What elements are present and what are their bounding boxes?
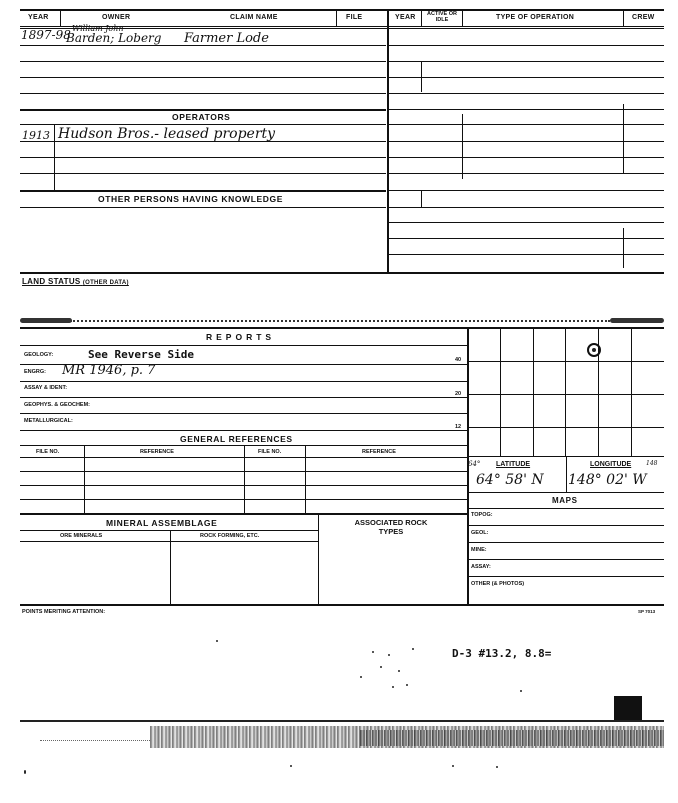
form-code: SP 7013	[638, 609, 656, 614]
rock-forming-header: ROCK FORMING, ETC.	[200, 533, 260, 539]
operator-row-year: 1913	[22, 129, 50, 142]
operator-row-text: Hudson Bros.- leased property	[58, 126, 276, 142]
operations-type-header: TYPE OF OPERATION	[496, 14, 575, 21]
ref-reference-header-2: REFERENCE	[362, 449, 396, 455]
engrg-label: ENGRG:	[24, 369, 46, 375]
operations-year-header: YEAR	[395, 14, 416, 21]
ore-minerals-header: ORE MINERALS	[60, 533, 103, 539]
claim-row-name: Farmer Lode	[184, 31, 269, 46]
claim-row-owner: Barden; Loberg	[66, 31, 162, 45]
longitude-value: 148° 02' W	[568, 472, 647, 488]
land-status-label: LAND STATUS	[22, 277, 81, 286]
engrg-value: MR 1946, p. 7	[62, 363, 156, 378]
latitude-value: 64° 58' N	[476, 472, 544, 488]
longitude-label: LONGITUDE	[590, 461, 632, 468]
assay-label: ASSAY & IDENT:	[24, 385, 68, 391]
associated-rock-types: ASSOCIATED ROCK TYPES	[354, 518, 428, 536]
other-persons-title: OTHER PERSONS HAVING KNOWLEDGE	[98, 194, 284, 204]
latitude-label: LATITUDE	[496, 461, 531, 468]
claims-year-header: YEAR	[28, 14, 49, 21]
land-status-title	[22, 277, 129, 286]
location-marker-icon	[587, 343, 601, 357]
scale-number-40: 40	[455, 357, 462, 363]
ref-reference-header-1: REFERENCE	[140, 449, 174, 455]
operations-active-header: ACTIVE OR IDLE	[427, 11, 457, 23]
geophys-label: GEOPHYS. & GEOCHEM:	[24, 402, 91, 408]
claims-owner-header: OWNER	[102, 14, 131, 21]
claim-row-owner-first: William John	[72, 24, 124, 33]
maps-topog-label: TOPOG:	[471, 512, 493, 518]
maps-title: MAPS	[552, 496, 578, 505]
ref-file-no-header-2: FILE NO.	[258, 449, 282, 455]
maps-other-label: OTHER (& PHOTOS)	[471, 581, 525, 587]
claims-name-header: CLAIM NAME	[230, 14, 278, 21]
maps-geol-label: GEOL:	[471, 530, 489, 536]
points-meriting-attention: POINTS MERITING ATTENTION:	[22, 609, 106, 615]
geology-label: GEOLOGY:	[24, 352, 54, 358]
claims-file-header: FILE	[346, 14, 363, 21]
ref-file-no-header-1: FILE NO.	[36, 449, 60, 455]
lat-prefix: 64°	[468, 460, 481, 468]
land-status-subtitle: (OTHER DATA)	[82, 280, 129, 286]
metallurgical-label: METALLURGICAL:	[24, 418, 73, 424]
mineral-assemblage-title: MINERAL ASSEMBLAGE	[106, 518, 218, 528]
document-stamp: D-3 #13.2, 8.8=	[452, 647, 552, 660]
general-references-title: GENERAL REFERENCES	[180, 434, 293, 444]
scale-number-20: 20	[455, 391, 462, 397]
scale-number-12: 12	[455, 424, 462, 430]
maps-mine-label: MINE:	[471, 547, 487, 553]
reports-title: REPORTS	[206, 332, 276, 342]
operations-crew-header: CREW	[632, 14, 655, 21]
geology-value: See Reverse Side	[88, 348, 194, 361]
lon-suffix: 148	[646, 460, 658, 467]
claim-row-year: 1897-98	[21, 28, 71, 42]
maps-assay-label: ASSAY:	[471, 564, 491, 570]
operators-title: OPERATORS	[172, 112, 231, 122]
